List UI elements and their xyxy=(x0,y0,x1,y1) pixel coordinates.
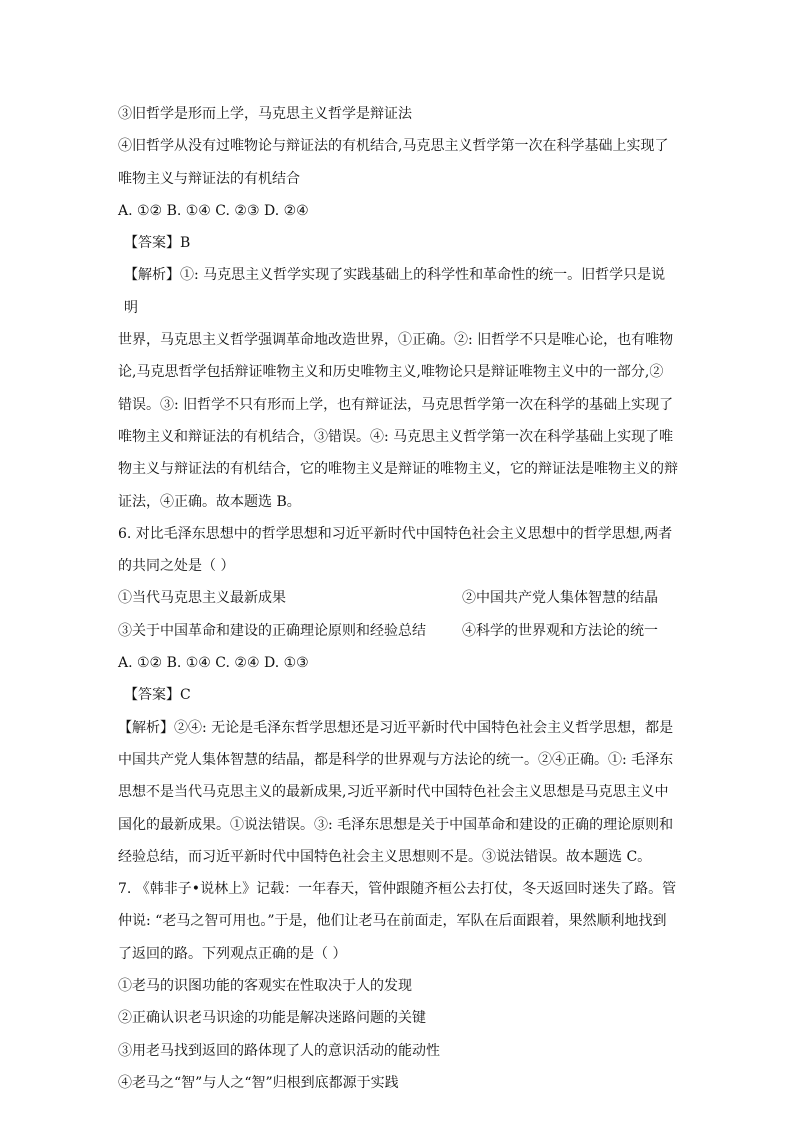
q6-analysis-line: 思想不是当代马克思主义的最新成果,习近平新时代中国特色社会主义思想是马克思主义中 xyxy=(118,784,669,801)
q6-stem-line-1: 6. 对比毛泽东思想中的哲学思想和习近平新时代中国特色社会主义思想中的哲学思想,两者 xyxy=(118,525,673,542)
q7-option-1: ①老马的识图功能的客观实在性取决于人的发现 xyxy=(118,978,412,995)
q6-options-row-1 xyxy=(118,582,678,614)
q5-analysis-line: 世界，马克思主义哲学强调革命地改造世界，①正确。②: 旧哲学不只是唯心论，也有唯物 xyxy=(118,332,674,349)
q5-analysis-line: 物主义与辩证法的有机结合，它的唯物主义是辩证的唯物主义，它的辩证法是唯物主义的辩 xyxy=(118,461,678,478)
q7-stem-line: 7. 《韩非子•说林上》记载：一年春天，管仲跟随齐桓公去打仗，冬天返回时迷失了路。管 xyxy=(118,881,677,898)
q6-option-2: ②中国共产党人集体智慧的结晶 xyxy=(462,590,658,607)
q6-stem-line-2: 的共同之处是（ ） xyxy=(118,558,235,575)
q5-analysis-line: 论,马克思哲学包括辩证唯物主义和历史唯物主义,唯物论只是辩证唯物主义中的一部分,② xyxy=(118,364,664,381)
q5-answer: 【答案】B xyxy=(124,235,191,252)
q6-option-4: ④科学的世界观和方法论的统一 xyxy=(462,622,658,639)
q7-stem-line: 仲说: “老马之智可用也。”于是，他们让老马在前面走，军队在后面跟着，果然顺利地找到 xyxy=(118,913,667,930)
q7-option-3: ③用老马找到返回的路体现了人的意识活动的能动性 xyxy=(118,1042,440,1059)
question-content xyxy=(118,98,678,1099)
q6-analysis-line: 中国共产党人集体智慧的结晶，都是科学的世界观与方法论的统一。②④正确。①: 毛泽东 xyxy=(118,751,674,768)
q5-analysis-line: 错误。③: 旧哲学不只有形而上学，也有辩证法，马克思哲学第一次在科学的基础上实现了 xyxy=(118,396,674,413)
q5-option-4-line-1: ④旧哲学从没有过唯物论与辩证法的有机结合,马克思主义哲学第一次在科学基础上实现了 xyxy=(118,138,669,155)
q5-option-3: ③旧哲学是形而上学，马克思主义哲学是辩证法 xyxy=(118,106,412,122)
q7-option-2: ②正确认识老马识途的功能是解决迷路问题的关键 xyxy=(118,1010,426,1027)
q6-choices: A. ①② B. ①④ C. ②④ D. ①③ xyxy=(118,655,309,672)
q5-analysis-line: 证法，④正确。故本题选 B。 xyxy=(118,493,301,510)
q6-analysis-line: 【解析】②④: 无论是毛泽东哲学思想还是习近平新时代中国特色社会主义哲学思想，都是 xyxy=(118,719,674,736)
q5-choices: A. ①② B. ①④ C. ②③ D. ②④ xyxy=(118,202,309,219)
q7-option-4: ④老马之“智”与人之“智”归根到底都源于实践 xyxy=(118,1074,399,1091)
q6-option-3: ③关于中国革命和建设的正确理论原则和经验总结 xyxy=(118,622,426,639)
q6-analysis-line: 经验总结，而习近平新时代中国特色社会主义思想则不是。③说法错误。故本题选 C。 xyxy=(118,848,652,865)
q6-option-1: ①当代马克思主义最新成果 xyxy=(118,590,286,607)
q5-option-4-line-2: 唯物主义与辩证法的有机结合 xyxy=(118,170,300,187)
q7-stem-line: 了返回的路。下列观点正确的是（ ） xyxy=(118,945,347,962)
q6-answer: 【答案】C xyxy=(124,687,191,704)
q6-analysis-line: 国化的最新成果。①说法错误。③: 毛泽东思想是关于中国革命和建设的正确的理论原则和 xyxy=(118,816,674,833)
q5-analysis-line: 唯物主义和辩证法的有机结合，③错误。④: 马克思主义哲学第一次在科学基础上实现了唯 xyxy=(118,428,674,445)
q5-analysis-line: 【解析】①: 马克思主义哲学实现了实践基础上的科学性和革命性的统一。旧哲学只是说明 xyxy=(124,267,666,316)
q6-options-row-2 xyxy=(118,615,678,647)
